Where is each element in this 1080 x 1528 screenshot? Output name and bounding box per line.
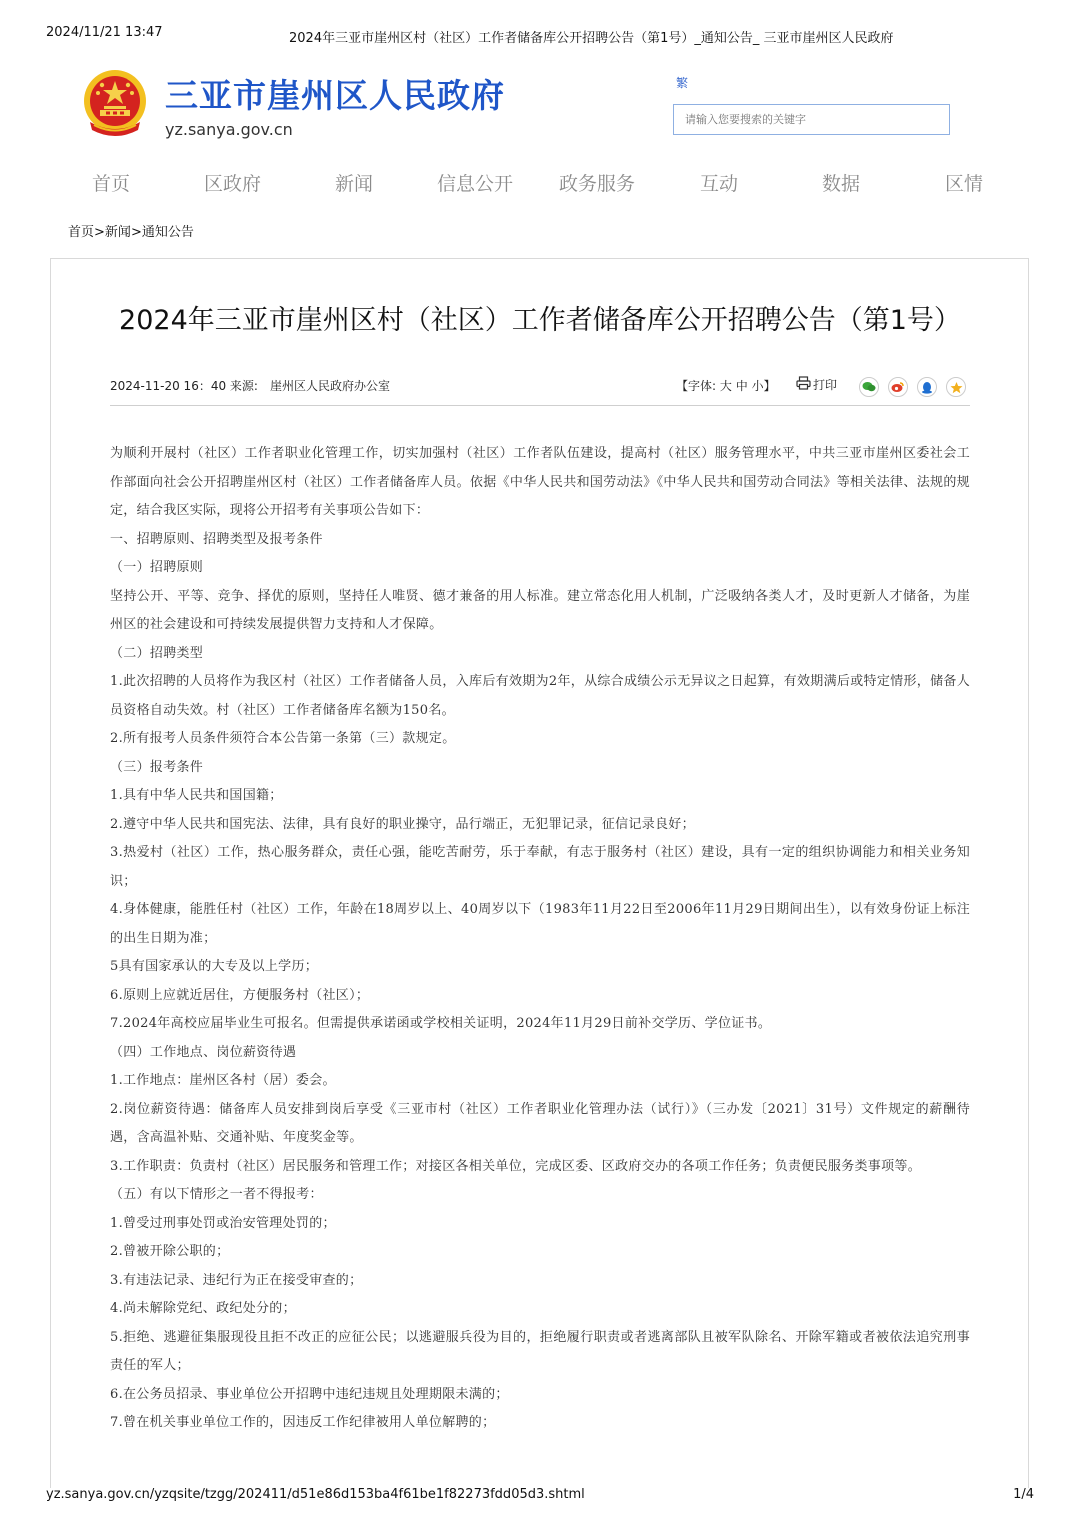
nav-item-home[interactable]: 首页 [92,173,131,195]
article-paragraph: 2.所有报考人员条件须符合本公告第一条第（三）款规定。 [110,731,456,746]
font-size-small[interactable]: 小 [751,379,764,393]
font-size-label-close: 】 [763,379,776,393]
nav-item-interaction[interactable]: 互动 [700,173,739,195]
printer-icon [796,376,811,393]
breadcrumb-home[interactable]: 首页 [68,225,95,240]
breadcrumb-news[interactable]: 新闻 [104,225,131,240]
search-input[interactable] [673,104,950,135]
nav-item-news[interactable]: 新闻 [335,173,374,195]
weibo-share-icon[interactable] [888,377,908,397]
breadcrumb-notices[interactable]: 通知公告 [141,225,194,240]
article-paragraph: 1.具有中华人民共和国国籍； [110,788,283,803]
article-paragraph: 坚持公开、平等、竞争、择优的原则，坚持任人唯贤、德才兼备的用人标准。建立常态化用人机制，广泛吸纳各类人才，及时更新人才储备，为崖州区的社会建设和可持续发展提供智力支持和人才保障。 [110,588,970,632]
print-label: 打印 [813,378,838,392]
nav-item-information-disclosure[interactable]: 信息公开 [437,173,514,195]
breadcrumb-separator: > [130,225,142,240]
print-page-title: 2024年三亚市崖州区村（社区）工作者储备库公开招聘公告（第1号）_通知公告_ 三亚市崖州区人民政府 [289,31,894,46]
qq-share-icon[interactable] [917,377,937,397]
article-paragraph: 一、招聘原则、招聘类型及报考条件 [110,531,323,547]
article-paragraph: 2.岗位薪资待遇：储备库人员安排到岗后享受《三亚市村（社区）工作者职业化管理办法（试行）》（三办发〔2021〕31号）文件规定的薪酬待遇，含高温补贴、交通补贴、年度奖金等。 [110,1101,970,1145]
article-paragraph: 2.遵守中华人民共和国宪法、法律，具有良好的职业操守，品行端正，无犯罪记录，征信记录良好； [110,816,695,832]
site-domain: yz.sanya.gov.cn [165,120,293,139]
article-body [110,440,970,1438]
article-paragraph: 1.此次招聘的人员将作为我区村（社区）工作者储备人员，入库后有效期为2年，从综合成绩公示无异议之日起算，有效期满后或特定情形，储备人员资格自动失效。村（社区）工作者储备库名额为150名。 [110,674,970,718]
print-date: 2024/11/21 13:47 [46,25,163,40]
article-paragraph: （一）招聘原则 [110,560,204,575]
article-paragraph: 5.拒绝、逃避征集服现役且拒不改正的应征公民；以逃避服兵役为目的，拒绝履行职责或者逃离部队且被军队除名、开除军籍或者被依法追究刑事责任的军人； [110,1329,970,1373]
national-emblem-icon[interactable] [80,68,150,140]
print-page-number: 1/4 [1013,1487,1034,1502]
site-name[interactable]: 三亚市崖州区人民政府 [165,76,505,115]
article-paragraph: 3.有违法记录、违纪行为正在接受审查的； [110,1272,363,1288]
article-paragraph: 3.工作职责：负责村（社区）居民服务和管理工作；对接区各相关单位，完成区委、区政府交办的各项工作任务；负责便民服务类事项等。 [110,1158,922,1174]
article-paragraph: （五）有以下情形之一者不得报考： [110,1187,323,1202]
breadcrumb [68,221,194,240]
print-button[interactable] [796,376,837,393]
print-footer-url: yz.sanya.gov.cn/yzqsite/tzgg/202411/d51e86d153ba4f61be1f82273fdd05d3.shtml [46,1487,585,1502]
breadcrumb-separator: > [94,225,105,240]
article-paragraph: 7.曾在机关事业单位工作的，因违反工作纪律被用人单位解聘的； [110,1415,496,1430]
favorite-star-icon[interactable] [946,377,966,397]
traditional-chinese-link[interactable]: 繁 [676,76,689,90]
article-title: 2024年三亚市崖州区村（社区）工作者储备库公开招聘公告（第1号） [119,305,961,336]
article-paragraph: （二）招聘类型 [110,645,204,661]
meta-divider [110,405,970,406]
wechat-share-icon[interactable] [859,377,879,397]
nav-item-government-services[interactable]: 政务服务 [559,173,636,195]
article-paragraph: 4.身体健康，能胜任村（社区）工作，年龄在18周岁以上、40周岁以下（1983年11月22日至2006年11月29日期间出生），以有效身份证上标注的出生日期为准； [110,902,970,946]
article-paragraph: 6.原则上应就近居住，方便服务村（社区）； [110,987,370,1003]
nav-item-district-government[interactable]: 区政府 [204,173,262,195]
article-paragraph: 1.曾受过刑事处罚或治安管理处罚的； [110,1215,336,1231]
font-size-large[interactable]: 大 [719,379,732,393]
nav-item-district-info[interactable]: 区情 [945,173,984,195]
article-paragraph: 1.工作地点：崖州区各村（居）委会。 [110,1073,336,1088]
article-paragraph: 5具有国家承认的大专及以上学历； [110,959,319,974]
article-paragraph: 4.尚未解除党纪、政纪处分的； [110,1301,296,1316]
font-size-label: 【字体: [676,379,717,393]
article-paragraph: 7.2024年高校应届毕业生可报名。但需提供承诺函或学校相关证明，2024年11月29日前补交学历、学位证书。 [110,1016,772,1031]
article-paragraph: （三）报考条件 [110,759,204,775]
article-paragraph: （四）工作地点、岗位薪资待遇 [110,1044,297,1060]
article-paragraph: 6.在公务员招录、事业单位公开招聘中违纪违规且处理期限未满的； [110,1386,509,1402]
article-meta: 2024-11-20 16：40 来源: 崖州区人民政府办公室 [110,379,390,393]
font-size-medium[interactable]: 中 [735,379,748,393]
article-paragraph: 为顺利开展村（社区）工作者职业化管理工作，切实加强村（社区）工作者队伍建设，提高村（社区）服务管理水平，中共三亚市崖州区委社会工作部面向社会公开招聘崖州区村（社区）工作者储备库人员。依据《中华人民共和国劳动法》《中华人民共和国劳动合同法》等相关法律、法规的规定，结合我区实际，现将公开招考有关事项公告如下： [110,446,970,518]
article-paragraph: 2.曾被开除公职的； [110,1244,230,1259]
article-paragraph: 3.热爱村（社区）工作，热心服务群众，责任心强，能吃苦耐劳，乐于奉献，有志于服务村（社区）建设，具有一定的组织协调能力和相关业务知识； [110,845,970,889]
nav-item-data[interactable]: 数据 [822,173,861,195]
font-size-control [676,377,776,394]
